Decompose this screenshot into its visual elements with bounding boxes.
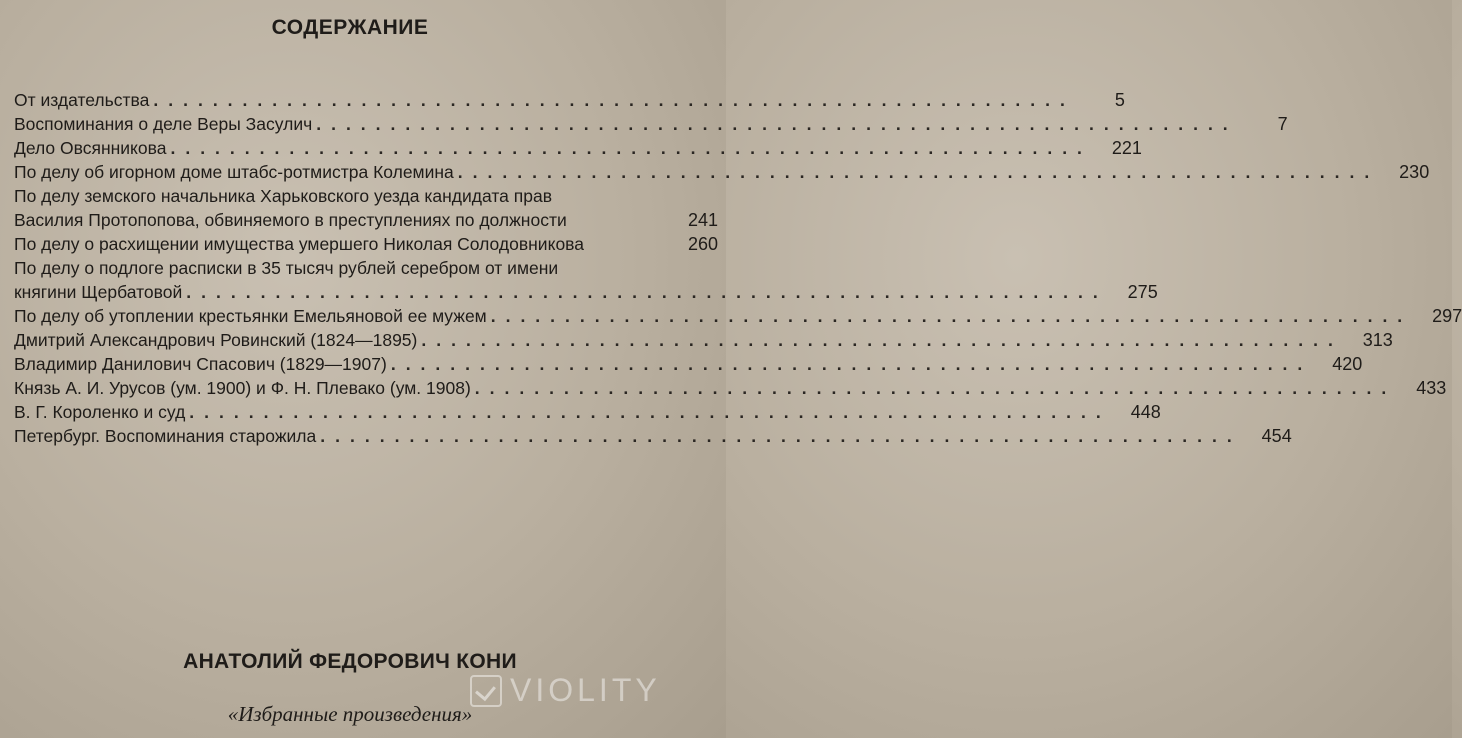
author-name: АНАТОЛИЙ ФЕДОРОВИЧ КОНИ [183, 650, 517, 673]
leader-dots: .............................................................. [170, 138, 1092, 158]
toc-entry-title: Дело Овсянникова [14, 138, 167, 158]
toc-entry [6, 160, 1430, 184]
toc-entry-title: Дмитрий Александрович Ровинский (1824—1895) [14, 330, 418, 350]
book-title: «Избранные произведения» [227, 702, 473, 726]
toc-entry-page: 454 [1261, 426, 1292, 446]
toc-entry [6, 232, 718, 256]
leader-dots: .............................................................. [316, 114, 1238, 134]
toc-entry-page: 420 [1332, 354, 1363, 374]
toc-entry-page: 241 [687, 210, 718, 230]
toc-entry [6, 424, 1292, 448]
leader-dots: .............................................................. [320, 426, 1242, 446]
toc-entry [6, 256, 1158, 304]
toc-entry [6, 136, 1142, 160]
toc-entry-title: Василия Протопопова, обвиняемого в преступлениях по должности [14, 210, 567, 230]
toc-entry-title: От издательства [14, 90, 150, 110]
leader-dots: .............................................................. [421, 330, 1343, 350]
leader-dots: .............................................................. [390, 354, 1313, 374]
toc-entry-title: Владимир Данилович Спасович (1829—1907) [14, 354, 387, 374]
toc-entry-title-line1: По делу земского начальника Харьковского уезда кандидата прав [14, 186, 552, 206]
toc-entry [6, 304, 1462, 328]
toc-heading: СОДЕРЖАНИЕ [271, 16, 429, 39]
toc-entry [6, 328, 1393, 352]
leader-dots: .............................................................. [189, 402, 1111, 422]
toc-entry-title: Князь А. И. Урусов (ум. 1900) и Ф. Н. Плевако (ум. 1908) [14, 378, 471, 398]
toc-entry-page: 448 [1130, 402, 1161, 422]
toc-entry [6, 376, 1447, 400]
leader-dots: .............................................................. [186, 282, 1108, 302]
toc-entry-title: Воспоминания о деле Веры Засулич [14, 114, 313, 134]
toc-entry-page: 313 [1362, 330, 1393, 350]
toc-entry-page: 433 [1416, 378, 1447, 398]
watermark-text: VIOLITY [510, 672, 661, 708]
toc-entry [6, 352, 1363, 376]
toc-entry-title: княгини Щербатовой [14, 282, 183, 302]
toc-entry [6, 184, 718, 232]
toc-entry [6, 88, 1125, 112]
toc-entry-page: 230 [1399, 162, 1430, 182]
toc-entry-page: 7 [1277, 114, 1288, 134]
leader-dots: .............................................................. [153, 90, 1075, 110]
watermark [470, 672, 661, 709]
toc-entry-page: 297 [1432, 306, 1462, 326]
toc-entry-title: По делу о расхищении имущества умершего Николая Солодовникова [14, 234, 585, 254]
leader-dots: .............................................................. [457, 162, 1380, 182]
toc-entry-page: 275 [1127, 282, 1158, 302]
toc-entry-title: В. Г. Короленко и суд [14, 402, 186, 422]
toc-entry-title: Петербург. Воспоминания старожила [14, 426, 317, 446]
toc-entry-title: По делу об утоплении крестьянки Емельяновой ее мужем [14, 306, 487, 326]
toc-entry [6, 400, 1161, 424]
checkmark-logo-icon [470, 675, 502, 707]
toc-entry-page: 260 [687, 234, 718, 254]
toc-entry-title: По делу об игорном доме штабс-ротмистра Колемина [14, 162, 454, 182]
table-of-contents [6, 88, 1462, 448]
toc-entry-page: 5 [1114, 90, 1125, 110]
toc-entry-page: 221 [1111, 138, 1142, 158]
toc-entry [6, 112, 1288, 136]
toc-entry-title-line1: По делу о подлоге расписки в 35 тысяч рублей серебром от имени [14, 258, 559, 278]
leader-dots: .............................................................. [474, 378, 1397, 398]
leader-dots: .............................................................. [490, 306, 1413, 326]
